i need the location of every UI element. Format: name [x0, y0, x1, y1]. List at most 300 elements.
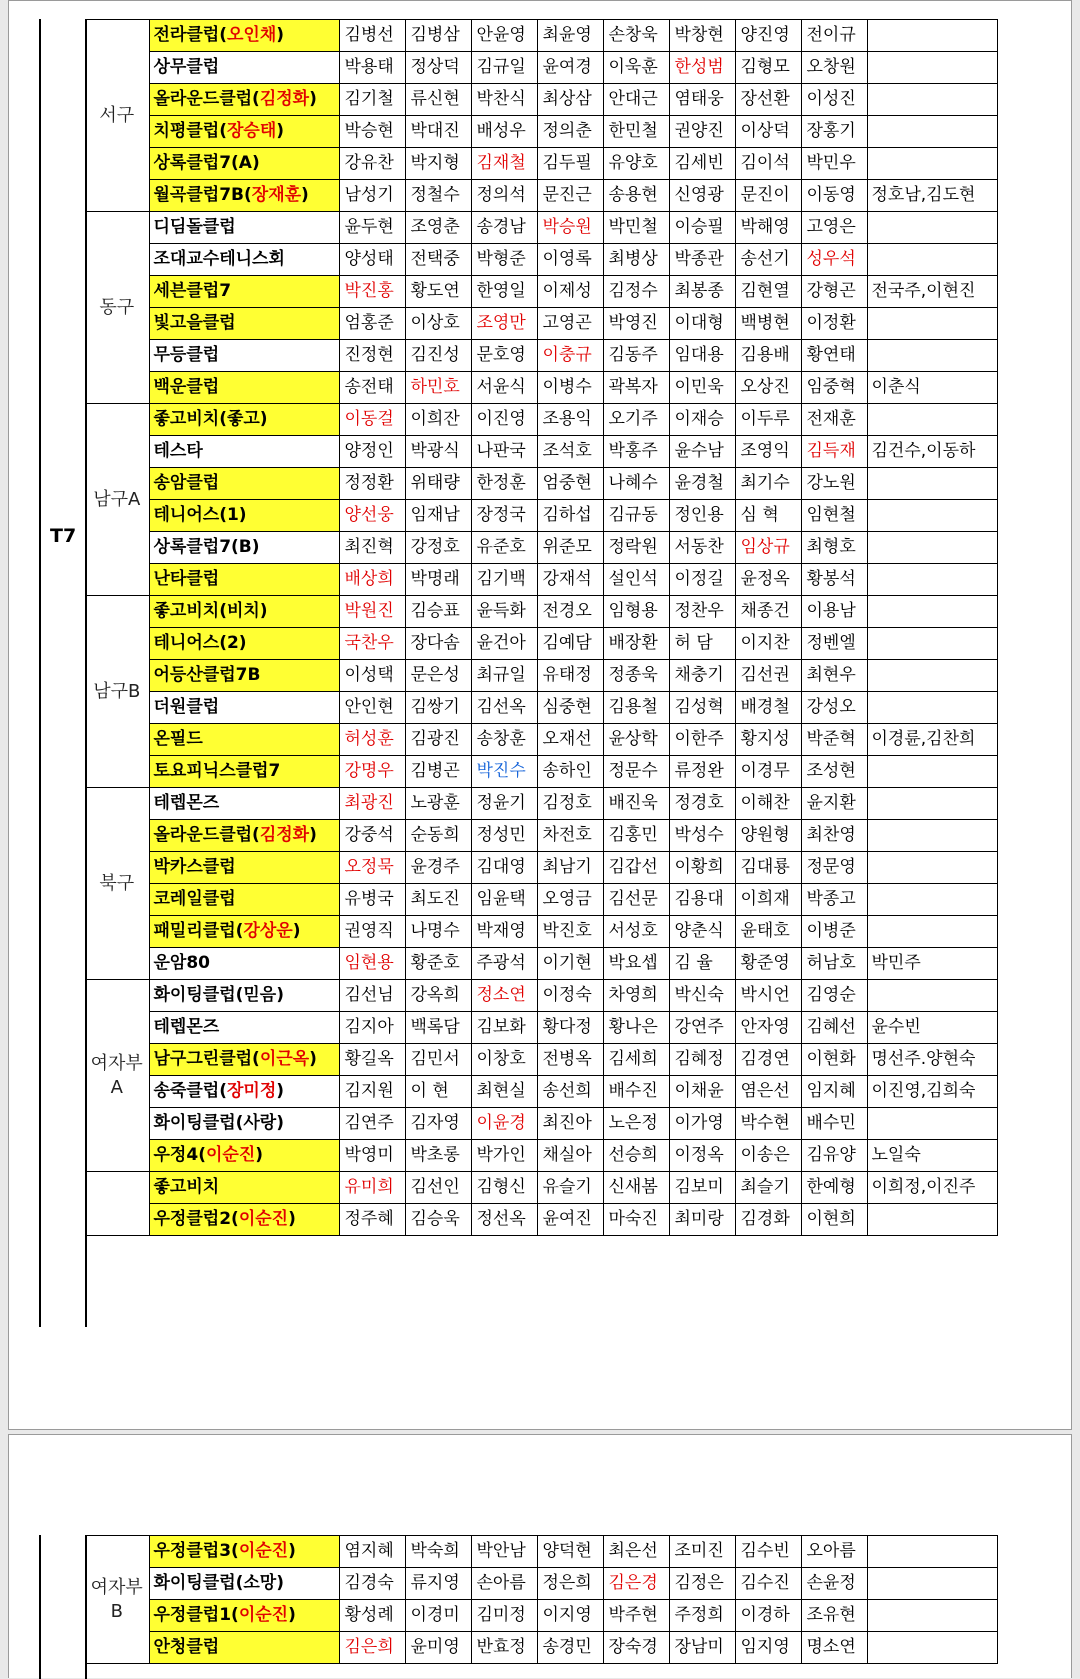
club-name: 올라운드클럽: [153, 825, 253, 845]
extra-players: 노일숙: [867, 1140, 997, 1172]
club-name-cell: [149, 564, 339, 596]
club-name-cell: [149, 372, 339, 404]
player-name: 최남기: [537, 852, 603, 884]
player-name: 박창현: [669, 20, 735, 52]
player-name: 순동희: [405, 820, 471, 852]
player-name: 조영춘: [405, 212, 471, 244]
player-name: 남성기: [339, 180, 405, 212]
club-name: 화이팅클럽(소망): [153, 1573, 284, 1593]
player-name: 송경민: [537, 1632, 603, 1664]
club-manager: 이순진: [238, 1605, 289, 1625]
extra-players: [867, 1568, 997, 1600]
player-name: 김세희: [603, 1044, 669, 1076]
player-name: 최현실: [471, 1076, 537, 1108]
player-name: 송전태: [339, 372, 405, 404]
player-name: 최도진: [405, 884, 471, 916]
player-name: 이현희: [801, 1204, 867, 1236]
player-name: 정은희: [537, 1568, 603, 1600]
player-name: 한성범: [669, 52, 735, 84]
player-name: 김혜선: [801, 1012, 867, 1044]
player-name: 송창훈: [471, 724, 537, 756]
player-name: 김득재: [801, 436, 867, 468]
club-name: 우정클럽1: [153, 1605, 232, 1625]
extra-players: 이진영,김희숙: [867, 1076, 997, 1108]
club-name: 우정클럽2: [153, 1209, 232, 1229]
club-name: 디딤돌클럽: [153, 217, 236, 237]
player-name: 설인석: [603, 564, 669, 596]
player-name: 김두필: [537, 148, 603, 180]
club-row: [85, 20, 997, 52]
player-name: 강재석: [537, 564, 603, 596]
club-name-cell: [149, 436, 339, 468]
club-name-cell: [149, 948, 339, 980]
club-row: [85, 1632, 997, 1664]
player-name: 김유양: [801, 1140, 867, 1172]
club-row: [85, 948, 997, 980]
player-name: 강형곤: [801, 276, 867, 308]
club-name-cell: [149, 500, 339, 532]
player-name: 전재훈: [801, 404, 867, 436]
player-name: 안윤영: [471, 20, 537, 52]
player-name: 오영금: [537, 884, 603, 916]
player-name: 이창호: [471, 1044, 537, 1076]
player-name: 조미진: [669, 1536, 735, 1568]
player-name: 강정호: [405, 532, 471, 564]
club-row: [85, 276, 997, 308]
player-name: 조영익: [735, 436, 801, 468]
extra-players: [867, 532, 997, 564]
extra-players: [867, 628, 997, 660]
player-name: 김미정: [471, 1600, 537, 1632]
club-manager: 이순진: [238, 1209, 289, 1229]
extra-players: [867, 1204, 997, 1236]
player-name: 김선옥: [471, 692, 537, 724]
club-name: 상무클럽: [153, 57, 220, 77]
player-name: 김세빈: [669, 148, 735, 180]
club-name-cell: [149, 52, 339, 84]
club-row: [85, 1076, 997, 1108]
player-name: 이윤경: [471, 1108, 537, 1140]
player-name: 이대형: [669, 308, 735, 340]
player-name: 엄중현: [537, 468, 603, 500]
player-name: 허성훈: [339, 724, 405, 756]
player-name: 노은정: [603, 1108, 669, 1140]
player-name: 정성민: [471, 820, 537, 852]
player-name: 정종욱: [603, 660, 669, 692]
club-name: 송죽클럽: [153, 1081, 220, 1101]
club-row: [85, 148, 997, 180]
player-name: 염은선: [735, 1076, 801, 1108]
player-name: 김홍민: [603, 820, 669, 852]
player-name: 강성오: [801, 692, 867, 724]
player-name: 김규일: [471, 52, 537, 84]
player-name: 최미랑: [669, 1204, 735, 1236]
player-name: 마숙진: [603, 1204, 669, 1236]
extra-players: [867, 20, 997, 52]
player-name: 양춘식: [669, 916, 735, 948]
extra-players: [867, 852, 997, 884]
club-manager: 오인채: [226, 25, 277, 45]
player-name: 최찬영: [801, 820, 867, 852]
club-row: [85, 1172, 997, 1204]
player-name: 황도연: [405, 276, 471, 308]
player-name: 이동영: [801, 180, 867, 212]
player-name: 윤경주: [405, 852, 471, 884]
extra-players: [867, 884, 997, 916]
player-name: 김하섭: [537, 500, 603, 532]
player-name: 황다정: [537, 1012, 603, 1044]
player-name: 오정묵: [339, 852, 405, 884]
player-name: 김형모: [735, 52, 801, 84]
player-name: 박형준: [471, 244, 537, 276]
club-row: [85, 468, 997, 500]
player-name: 선승희: [603, 1140, 669, 1172]
player-name: 김재철: [471, 148, 537, 180]
club-name-cell: 전라클럽(오인채): [149, 20, 339, 52]
player-name: 한영일: [471, 276, 537, 308]
group-label: 남구A: [85, 404, 149, 596]
player-name: 유슬기: [537, 1172, 603, 1204]
extra-players: [867, 52, 997, 84]
player-name: 이 현: [405, 1076, 471, 1108]
club-name-cell: 올라운드클럽(김정화): [149, 84, 339, 116]
club-name-cell: [149, 212, 339, 244]
club-name-cell: [149, 404, 339, 436]
player-name: 박민철: [603, 212, 669, 244]
extra-players: [867, 820, 997, 852]
extra-players: [867, 788, 997, 820]
player-name: 황준호: [405, 948, 471, 980]
player-name: 정찬우: [669, 596, 735, 628]
extra-players: [867, 564, 997, 596]
club-row: [85, 244, 997, 276]
player-name: 위태량: [405, 468, 471, 500]
player-name: 오상진: [735, 372, 801, 404]
club-name-cell: 우정클럽1(이순진): [149, 1600, 339, 1632]
player-name: 김정은: [669, 1568, 735, 1600]
player-name: 박신숙: [669, 980, 735, 1012]
player-name: 윤득화: [471, 596, 537, 628]
player-name: 박초롱: [405, 1140, 471, 1172]
extra-players: 김건수,이동하: [867, 436, 997, 468]
club-name-cell: [149, 468, 339, 500]
extra-players: [867, 148, 997, 180]
player-name: 장홍기: [801, 116, 867, 148]
player-name: 권영직: [339, 916, 405, 948]
player-name: 곽복자: [603, 372, 669, 404]
player-name: 하민호: [405, 372, 471, 404]
player-name: 반효정: [471, 1632, 537, 1664]
club-name-cell: 월곡클럽7B(장재훈): [149, 180, 339, 212]
club-name: 송암클럽: [153, 473, 220, 493]
player-name: 박재영: [471, 916, 537, 948]
player-name: 강옥희: [405, 980, 471, 1012]
player-name: 주정희: [669, 1600, 735, 1632]
player-name: 이상덕: [735, 116, 801, 148]
club-name-cell: [149, 788, 339, 820]
player-name: 장다솜: [405, 628, 471, 660]
player-name: 이경하: [735, 1600, 801, 1632]
player-name: 배수진: [603, 1076, 669, 1108]
club-name: 난타클럽: [153, 569, 220, 589]
extra-players: [867, 308, 997, 340]
player-name: 김용배: [735, 340, 801, 372]
player-name: 장숙경: [603, 1632, 669, 1664]
player-name: 차영희: [603, 980, 669, 1012]
club-name-cell: [149, 884, 339, 916]
club-name: 상록클럽7(A): [153, 153, 260, 173]
player-name: 정의석: [471, 180, 537, 212]
extra-players: [867, 1632, 997, 1664]
extra-players: 박민주: [867, 948, 997, 980]
extra-players: [867, 1600, 997, 1632]
player-name: 염태웅: [669, 84, 735, 116]
club-row: [85, 724, 997, 756]
player-name: 유미희: [339, 1172, 405, 1204]
extra-players: [867, 660, 997, 692]
player-name: 윤건아: [471, 628, 537, 660]
player-name: 김용철: [603, 692, 669, 724]
player-name: 염지혜: [339, 1536, 405, 1568]
club-row: [85, 1108, 997, 1140]
player-name: 임지영: [735, 1632, 801, 1664]
player-name: 고영은: [801, 212, 867, 244]
player-name: 김형신: [471, 1172, 537, 1204]
player-name: 김보미: [669, 1172, 735, 1204]
player-name: 김선인: [405, 1172, 471, 1204]
player-name: 김갑선: [603, 852, 669, 884]
club-name: 안청클럽: [153, 1637, 220, 1657]
player-name: 전이규: [801, 20, 867, 52]
club-row: [85, 340, 997, 372]
player-name: 양정인: [339, 436, 405, 468]
extra-players: [867, 756, 997, 788]
player-name: 이병수: [537, 372, 603, 404]
page-sheet-1: [8, 0, 1072, 1430]
player-name: 이성진: [801, 84, 867, 116]
player-name: 김은경: [603, 1568, 669, 1600]
player-name: 문호영: [471, 340, 537, 372]
club-name: 테렙몬즈: [153, 793, 220, 813]
player-name: 임대용: [669, 340, 735, 372]
player-name: 최기수: [735, 468, 801, 500]
club-name-cell: [149, 1012, 339, 1044]
player-name: 임형용: [603, 596, 669, 628]
club-row: [85, 596, 997, 628]
club-row: [85, 1536, 997, 1568]
club-name-cell: [149, 852, 339, 884]
player-name: 주광석: [471, 948, 537, 980]
club-name: 온필드: [153, 729, 203, 749]
player-name: 김정수: [603, 276, 669, 308]
player-name: 안대근: [603, 84, 669, 116]
player-name: 강노원: [801, 468, 867, 500]
player-name: 박진수: [471, 756, 537, 788]
page-sheet-2: [8, 1434, 1072, 1678]
club-name-cell: [149, 628, 339, 660]
club-name: 테니어스(1): [153, 505, 247, 525]
extra-players: [867, 1536, 997, 1568]
club-row: [85, 852, 997, 884]
club-row: [85, 500, 997, 532]
group-label: 서구: [85, 20, 149, 212]
player-name: 채실아: [537, 1140, 603, 1172]
player-name: 채충기: [669, 660, 735, 692]
club-name-cell: 우정클럽3(이순진): [149, 1536, 339, 1568]
club-name-cell: [149, 756, 339, 788]
player-name: 정윤기: [471, 788, 537, 820]
player-name: 이현화: [801, 1044, 867, 1076]
player-name: 김기철: [339, 84, 405, 116]
player-name: 전택중: [405, 244, 471, 276]
club-name-cell: 송죽클럽(장미정): [149, 1076, 339, 1108]
player-name: 조석호: [537, 436, 603, 468]
player-name: 김예담: [537, 628, 603, 660]
player-name: 이재승: [669, 404, 735, 436]
player-name: 이욱훈: [603, 52, 669, 84]
player-name: 박민우: [801, 148, 867, 180]
player-name: 정소연: [471, 980, 537, 1012]
player-name: 배장환: [603, 628, 669, 660]
player-name: 강유찬: [339, 148, 405, 180]
player-name: 양진영: [735, 20, 801, 52]
club-name: 테스타: [153, 441, 203, 461]
player-name: 박홍주: [603, 436, 669, 468]
club-row: [85, 372, 997, 404]
club-name: 패밀리클럽: [153, 921, 236, 941]
club-row: [85, 1012, 997, 1044]
club-name: 좋고비치(비치): [153, 601, 268, 621]
player-name: 이동걸: [339, 404, 405, 436]
player-name: 유준호: [471, 532, 537, 564]
player-name: 최현우: [801, 660, 867, 692]
player-name: 정경호: [669, 788, 735, 820]
club-row: [85, 660, 997, 692]
player-name: 송선기: [735, 244, 801, 276]
player-name: 나판국: [471, 436, 537, 468]
player-name: 이황희: [669, 852, 735, 884]
player-name: 임윤택: [471, 884, 537, 916]
club-manager: 이순진: [205, 1145, 256, 1165]
player-name: 박안남: [471, 1536, 537, 1568]
player-name: 박진호: [537, 916, 603, 948]
club-name-cell: [149, 244, 339, 276]
club-row: [85, 756, 997, 788]
club-name: 좋고비치(좋고): [153, 409, 268, 429]
player-name: 윤경철: [669, 468, 735, 500]
player-name: 김이석: [735, 148, 801, 180]
player-name: 김혜정: [669, 1044, 735, 1076]
player-name: 박가인: [471, 1140, 537, 1172]
club-row: [85, 1044, 997, 1076]
player-name: 조유현: [801, 1600, 867, 1632]
player-name: 백병현: [735, 308, 801, 340]
club-row: [85, 1204, 997, 1236]
player-name: 양성태: [339, 244, 405, 276]
club-row: [85, 1140, 997, 1172]
club-row: [85, 884, 997, 916]
player-name: 박대진: [405, 116, 471, 148]
player-name: 김병삼: [405, 20, 471, 52]
player-name: 김경숙: [339, 1568, 405, 1600]
player-name: 양덕현: [537, 1536, 603, 1568]
player-name: 윤지환: [801, 788, 867, 820]
club-name: 우정4: [153, 1145, 199, 1165]
club-name: 화이팅클럽(믿음): [153, 985, 284, 1005]
player-name: 김민서: [405, 1044, 471, 1076]
player-name: 안자영: [735, 1012, 801, 1044]
player-name: 국찬우: [339, 628, 405, 660]
club-name: 백운클럽: [153, 377, 220, 397]
extra-players: [867, 212, 997, 244]
player-name: 정의춘: [537, 116, 603, 148]
player-name: 박용태: [339, 52, 405, 84]
club-name-cell: [149, 532, 339, 564]
player-name: 이진영: [471, 404, 537, 436]
player-name: 박주현: [603, 1600, 669, 1632]
player-name: 박영미: [339, 1140, 405, 1172]
player-name: 정정환: [339, 468, 405, 500]
club-name: 세븐클럽7: [153, 281, 232, 301]
player-name: 김수진: [735, 1568, 801, 1600]
player-name: 서윤식: [471, 372, 537, 404]
player-name: 송경남: [471, 212, 537, 244]
player-name: 이상호: [405, 308, 471, 340]
player-name: 전경오: [537, 596, 603, 628]
club-name-cell: 올라운드클럽(김정화): [149, 820, 339, 852]
player-name: 박종고: [801, 884, 867, 916]
group-label: 여자부B: [85, 1536, 149, 1664]
player-name: 최상삼: [537, 84, 603, 116]
player-name: 박영진: [603, 308, 669, 340]
club-row: [85, 820, 997, 852]
player-name: 오창원: [801, 52, 867, 84]
player-name: 박승현: [339, 116, 405, 148]
player-name: 송선희: [537, 1076, 603, 1108]
player-name: 오기주: [603, 404, 669, 436]
player-name: 정문수: [603, 756, 669, 788]
player-name: 김성혁: [669, 692, 735, 724]
club-row: [85, 692, 997, 724]
club-name: 월곡클럽7B: [153, 185, 244, 205]
player-name: 박수현: [735, 1108, 801, 1140]
club-name: 치평클럽: [153, 121, 220, 141]
extra-players: [867, 340, 997, 372]
player-name: 양원형: [735, 820, 801, 852]
extra-players: [867, 244, 997, 276]
club-name: 박카스클럽: [153, 857, 236, 877]
club-name: 더원클럽: [153, 697, 220, 717]
club-name-cell: [149, 276, 339, 308]
player-name: 정주혜: [339, 1204, 405, 1236]
club-row: [85, 212, 997, 244]
player-name: 장남미: [669, 1632, 735, 1664]
player-name: 이송은: [735, 1140, 801, 1172]
extra-players: [867, 468, 997, 500]
player-name: 이영록: [537, 244, 603, 276]
club-name-cell: [149, 1108, 339, 1140]
club-name-cell: [149, 724, 339, 756]
player-name: 문진이: [735, 180, 801, 212]
player-name: 정선옥: [471, 1204, 537, 1236]
player-name: 최규일: [471, 660, 537, 692]
club-name-cell: [149, 980, 339, 1012]
club-name: 토요피닉스클럽7: [153, 761, 281, 781]
player-name: 정상덕: [405, 52, 471, 84]
player-name: 박승원: [537, 212, 603, 244]
player-name: 김지원: [339, 1076, 405, 1108]
player-name: 조성현: [801, 756, 867, 788]
